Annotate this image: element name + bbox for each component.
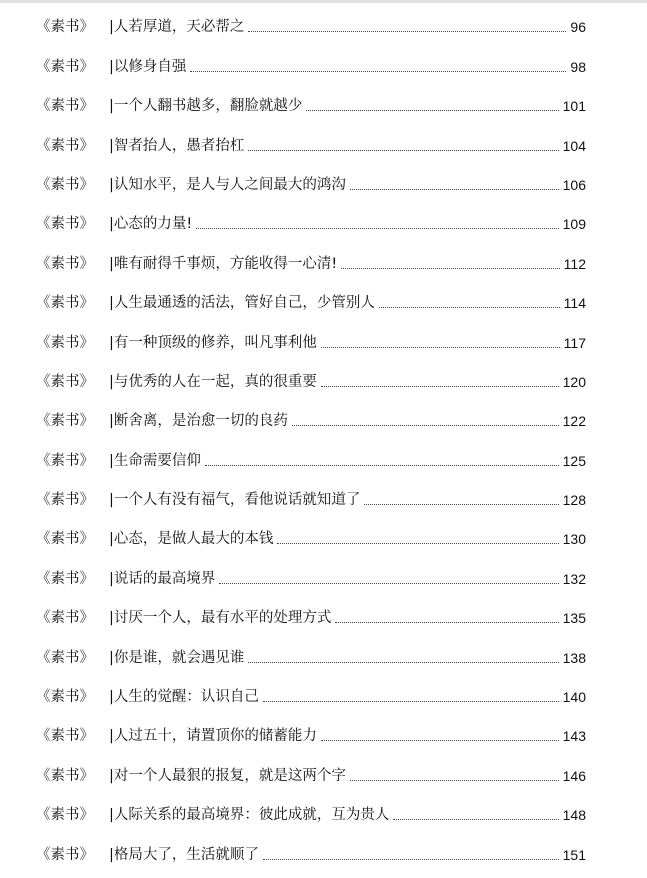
toc-entry-title: |你是谁，就会遇见谁 bbox=[109, 649, 245, 666]
toc-entry-book: 《素书》 bbox=[36, 492, 94, 509]
toc-entry[interactable] bbox=[36, 85, 586, 124]
toc-entry-dot-leader bbox=[205, 465, 559, 466]
toc-entry-book: 《素书》 bbox=[36, 19, 94, 36]
toc-entry-title: |人际关系的最高境界：彼此成就，互为贵人 bbox=[109, 807, 390, 824]
toc-entry-title: |人过五十，请置顶你的储蓄能力 bbox=[109, 728, 317, 745]
toc-entry-dot-leader bbox=[196, 228, 558, 229]
toc-entry-dot-leader bbox=[321, 386, 559, 387]
toc-entry[interactable] bbox=[36, 676, 586, 715]
toc-entry-page-number: 114 bbox=[563, 295, 586, 312]
toc-entry-page-number: 109 bbox=[562, 216, 586, 233]
toc-entry-book: 《素书》 bbox=[36, 689, 94, 706]
toc-entry-title: |与优秀的人在一起，真的很重要 bbox=[109, 373, 317, 390]
toc-entry-book: 《素书》 bbox=[36, 531, 94, 548]
toc-entry[interactable] bbox=[36, 282, 586, 321]
toc-entry-title: |格局大了，生活就顺了 bbox=[109, 846, 259, 863]
toc-entry-title: |断舍离，是治愈一切的良药 bbox=[109, 413, 288, 430]
toc-entry[interactable] bbox=[36, 715, 586, 754]
toc-entry-dot-leader bbox=[341, 268, 559, 269]
toc-entry-dot-leader bbox=[393, 819, 558, 820]
toc-entry-page-number: 132 bbox=[562, 570, 586, 587]
toc-entry-title: |讨厌一个人，最有水平的处理方式 bbox=[109, 610, 332, 627]
toc-entry-title: |认知水平，是人与人之间最大的鸿沟 bbox=[109, 176, 346, 193]
toc-entry-dot-leader bbox=[292, 425, 559, 426]
toc-entry-page-number: 146 bbox=[562, 767, 586, 784]
toc-entry-page-number: 130 bbox=[562, 531, 586, 548]
toc-entry-page-number: 151 bbox=[562, 846, 586, 863]
toc-entry-book: 《素书》 bbox=[36, 610, 94, 627]
toc-entry[interactable] bbox=[36, 479, 586, 518]
toc-entry-page-number: 117 bbox=[563, 334, 586, 351]
toc-entry-title: |智者抬人，愚者抬杠 bbox=[109, 137, 245, 154]
toc-entry[interactable] bbox=[36, 439, 586, 478]
toc-entry-page-number: 125 bbox=[562, 452, 586, 469]
toc-entry-book: 《素书》 bbox=[36, 413, 94, 430]
toc-entry-book: 《素书》 bbox=[36, 728, 94, 745]
toc-entry-book: 《素书》 bbox=[36, 255, 94, 272]
toc-entry[interactable] bbox=[36, 754, 586, 793]
toc-entry-title: |人生最通透的活法，管好自己，少管别人 bbox=[109, 295, 375, 312]
toc-entry-dot-leader bbox=[248, 662, 558, 663]
toc-entry-book: 《素书》 bbox=[36, 137, 94, 154]
toc-entry-dot-leader bbox=[190, 71, 566, 72]
toc-entry-title: |一个人有没有福气，看他说话就知道了 bbox=[109, 492, 361, 509]
toc-entry-book: 《素书》 bbox=[36, 216, 94, 233]
toc-entry-book: 《素书》 bbox=[36, 373, 94, 390]
toc-entry-dot-leader bbox=[364, 504, 558, 505]
toc-entry-dot-leader bbox=[263, 859, 559, 860]
toc-entry-book: 《素书》 bbox=[36, 58, 94, 75]
toc-entry-page-number: 128 bbox=[562, 492, 586, 509]
toc-entry-dot-leader bbox=[335, 622, 558, 623]
toc-entry-title: |心态，是做人最大的本钱 bbox=[109, 531, 274, 548]
toc-entry-book: 《素书》 bbox=[36, 176, 94, 193]
toc-entry-title: |有一种顶级的修养，叫凡事利他 bbox=[109, 334, 317, 351]
toc-entry[interactable] bbox=[36, 242, 586, 281]
toc-entry[interactable] bbox=[36, 557, 586, 596]
toc-entry-page-number: 138 bbox=[562, 649, 586, 666]
toc-entry-page-number: 143 bbox=[562, 728, 586, 745]
toc-entry-page-number: 135 bbox=[562, 610, 586, 627]
toc-entry-dot-leader bbox=[321, 347, 560, 348]
toc-entry[interactable] bbox=[36, 833, 586, 872]
toc-entry-title: |唯有耐得千事烦，方能收得一心清! bbox=[109, 255, 338, 272]
toc-entry[interactable] bbox=[36, 794, 586, 833]
toc-entry-book: 《素书》 bbox=[36, 334, 94, 351]
toc-entry-page-number: 96 bbox=[570, 19, 586, 36]
toc-entry-book: 《素书》 bbox=[36, 570, 94, 587]
toc-entry-page-number: 101 bbox=[562, 98, 586, 115]
toc-entry-page-number: 148 bbox=[562, 807, 586, 824]
toc-entry-dot-leader bbox=[219, 583, 558, 584]
toc-entry-dot-leader bbox=[306, 110, 558, 111]
toc-entry-title: |人生的觉醒：认识自己 bbox=[109, 689, 259, 706]
toc-entry-dot-leader bbox=[321, 740, 559, 741]
table-of-contents bbox=[36, 6, 586, 873]
toc-entry-book: 《素书》 bbox=[36, 295, 94, 312]
toc-entry[interactable] bbox=[36, 45, 586, 84]
toc-entry-title: |人若厚道，天必帮之 bbox=[109, 19, 245, 36]
toc-entry[interactable] bbox=[36, 6, 586, 45]
toc-entry-dot-leader bbox=[379, 307, 560, 308]
toc-entry[interactable] bbox=[36, 164, 586, 203]
toc-entry-title: |心态的力量! bbox=[109, 216, 193, 233]
toc-entry-page-number: 120 bbox=[562, 373, 586, 390]
toc-entry-page-number: 98 bbox=[570, 58, 586, 75]
toc-entry-page-number: 104 bbox=[562, 137, 586, 154]
toc-entry[interactable] bbox=[36, 203, 586, 242]
toc-entry-dot-leader bbox=[248, 150, 558, 151]
toc-entry-book: 《素书》 bbox=[36, 649, 94, 666]
toc-entry-book: 《素书》 bbox=[36, 767, 94, 784]
toc-entry-page-number: 140 bbox=[562, 689, 586, 706]
toc-entry[interactable] bbox=[36, 400, 586, 439]
page-top-rule bbox=[0, 0, 647, 3]
toc-entry-dot-leader bbox=[248, 31, 566, 32]
toc-entry-dot-leader bbox=[350, 189, 559, 190]
toc-entry[interactable] bbox=[36, 597, 586, 636]
toc-entry-page-number: 112 bbox=[563, 255, 586, 272]
toc-entry[interactable] bbox=[36, 636, 586, 675]
toc-entry-book: 《素书》 bbox=[36, 98, 94, 115]
toc-entry[interactable] bbox=[36, 361, 586, 400]
toc-entry-page-number: 122 bbox=[562, 413, 586, 430]
toc-entry-dot-leader bbox=[263, 701, 559, 702]
toc-entry-title: |对一个人最狠的报复，就是这两个字 bbox=[109, 767, 346, 784]
toc-entry-page-number: 106 bbox=[562, 176, 586, 193]
toc-entry-dot-leader bbox=[350, 780, 559, 781]
toc-entry[interactable] bbox=[36, 518, 586, 557]
toc-entry-title: |以修身自强 bbox=[109, 58, 187, 75]
toc-entry-book: 《素书》 bbox=[36, 846, 94, 863]
toc-entry-dot-leader bbox=[277, 543, 558, 544]
toc-entry-title: |一个人翻书越多，翻脸就越少 bbox=[109, 98, 303, 115]
toc-entry-title: |说话的最高境界 bbox=[109, 570, 216, 587]
toc-entry-title: |生命需要信仰 bbox=[109, 452, 201, 469]
toc-entry-book: 《素书》 bbox=[36, 452, 94, 469]
toc-entry[interactable] bbox=[36, 124, 586, 163]
toc-entry-book: 《素书》 bbox=[36, 807, 94, 824]
toc-entry[interactable] bbox=[36, 321, 586, 360]
